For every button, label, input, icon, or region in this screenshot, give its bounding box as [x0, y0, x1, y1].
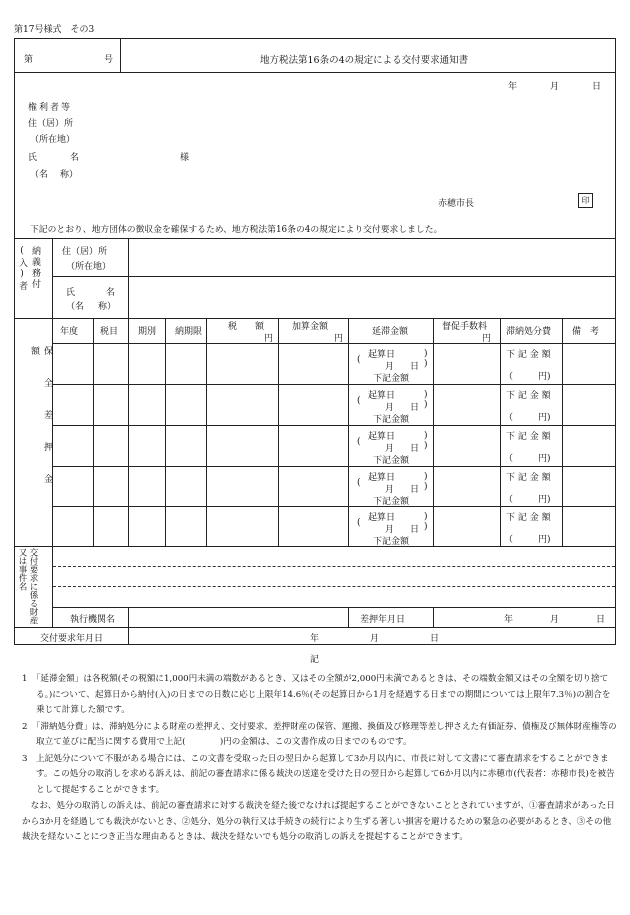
- delinquency-open-paren: (: [357, 518, 361, 528]
- request-year: 年: [310, 634, 320, 644]
- note-1: 1 「延滞金額」は各税額(その税額に1,000円未満の端数があるとき、又はその全額が2,000円未満であるときは、その端数金額又はその全額を切り捨てる。)について、起算日から納付(入)の日までの日数に応じ上限年14.6％(その起算日から1月を経過する日までの期間については上限年7.3％)の割合を乗じて計算した額です。: [22, 674, 611, 715]
- disposition-open-paren: （: [504, 495, 514, 505]
- request-day: 日: [430, 634, 440, 644]
- number-prefix: 第: [24, 55, 34, 65]
- col-tax: 税目: [100, 327, 119, 337]
- disposition-below: 下 記 金 額: [506, 473, 551, 483]
- delinquency-close-paren-2: ): [424, 522, 428, 532]
- note-2: 2 「滞納処分費」は、滞納処分による財産の差押え、交付要求、差押財産の保管、運搬、換価及び修理等差し押さえた有価証券、債権及び無体財産権等の取立て並びに配当に関する費用で上記( )円の金額は、この文書作成の日までのものです。: [22, 721, 617, 747]
- delinquency-start-label: 起算日: [368, 350, 396, 360]
- disposition-open-paren: （: [504, 535, 514, 545]
- col-year: 年度: [60, 327, 79, 337]
- disposition-yen: 円): [538, 535, 551, 545]
- date-year: 年: [508, 82, 518, 92]
- form-label: 第17号様式 その3: [14, 25, 95, 35]
- address-label: 住（居）所: [28, 119, 74, 129]
- title-label-b: 称）: [60, 170, 79, 180]
- disposition-yen: 円): [538, 495, 551, 505]
- number-suffix: 号: [104, 55, 114, 65]
- date-day: 日: [592, 82, 602, 92]
- delinquency-day: 日: [410, 444, 420, 454]
- disposition-below: 下 記 金 額: [506, 391, 551, 401]
- seizure-day: 日: [596, 615, 606, 625]
- disposition-yen: 円): [538, 372, 551, 382]
- name-label-a: 氏: [28, 153, 38, 163]
- col-period: 期別: [138, 327, 157, 337]
- document-title: 地方税法第16条の4の規定による交付要求通知書: [260, 55, 469, 66]
- disposition-below: 下 記 金 額: [506, 432, 551, 442]
- delinquency-month: 月: [385, 444, 395, 454]
- request-date-label: 交付要求年月日: [40, 634, 104, 644]
- taxpayer-location-label: （所在地）: [66, 262, 112, 272]
- delinquency-open-paren: (: [357, 355, 361, 365]
- taxpayer-title-label-a: （名: [66, 302, 85, 312]
- delinquency-start-label: 起算日: [368, 432, 396, 442]
- delinquency-month: 月: [385, 403, 395, 413]
- disposition-open-paren: （: [504, 372, 514, 382]
- delinquency-close-paren-2: ): [424, 441, 428, 451]
- delinquency-open-paren: (: [357, 437, 361, 447]
- taxpayer-name-label-b: 名: [106, 288, 116, 298]
- title-label-a: （名: [30, 170, 49, 180]
- disposition-yen: 円): [538, 454, 551, 464]
- property-side-label: 交付要求に係る財産又は事件名: [17, 548, 38, 625]
- request-month: 月: [370, 634, 380, 644]
- date-month: 月: [550, 82, 560, 92]
- col-delinquency: 延滞金額: [372, 327, 409, 337]
- delinquency-start-label: 起算日: [368, 513, 396, 523]
- delinquency-close-paren-2: ): [424, 400, 428, 410]
- delinquency-day: 日: [410, 525, 420, 535]
- disposition-open-paren: （: [504, 413, 514, 423]
- executor-label: 執行機関名: [70, 615, 116, 625]
- col-added-tax-unit: 円: [334, 334, 344, 344]
- delinquency-day: 日: [410, 485, 420, 495]
- amount-side-label: 保全差押金額: [29, 346, 52, 506]
- intro-text: 下記のとおり、地方団体の徴収金を確保するため、地方税法第16条の4の規定により交付要求しました。: [30, 225, 443, 235]
- delinquency-start-label: 起算日: [368, 473, 396, 483]
- taxpayer-name-label-a: 氏: [66, 288, 76, 298]
- location-label: （所在地）: [30, 135, 76, 145]
- right-holder-label: 権利者等: [28, 103, 73, 113]
- seal-icon: 印: [578, 193, 593, 208]
- note-4: なお、処分の取消しの訴えは、前記の審査請求に対する裁決を経た後でなければ提起することができないこととされていますが、①審査請求があった日から3か月を経過しても裁決がないとき、②処分、処分の執行又は手続きの続行により生ずる著しい損害を避けるための緊急の必要があるとき、③その他裁決を経ないことにつき正当な理由あるときは、裁決を経ないでも処分の取消しの訴えを提起することができます。: [22, 801, 615, 842]
- delinquency-below: 下記金額: [373, 415, 410, 425]
- col-disposition: 滞納処分費: [506, 327, 552, 337]
- col-due: 納期限: [175, 327, 203, 337]
- name-label-b: 名: [70, 153, 80, 163]
- col-added-tax: 加算金額: [292, 322, 329, 332]
- delinquency-day: 日: [410, 403, 420, 413]
- seizure-year: 年: [504, 615, 514, 625]
- disposition-below: 下 記 金 額: [506, 350, 551, 360]
- seizure-date-label: 差押年月日: [360, 615, 406, 625]
- honorific: 様: [180, 153, 190, 163]
- delinquency-close-paren-2: ): [424, 359, 428, 369]
- delinquency-start-label: 起算日: [368, 391, 396, 401]
- delinquency-day: 日: [410, 362, 420, 372]
- sender-name: 赤穂市長: [438, 199, 475, 209]
- col-tax-amount-unit: 円: [264, 334, 274, 344]
- note-3: 3 上記処分について不服がある場合には、この文書を受取った日の翌日から起算して3か月以内に、市長に対して文書にて審査請求をすることができます。この処分の取消しを求める訴えは、前記の審査請求に係る裁決の送達を受けた日の翌日から起算して6か月以内に赤穂市(代表者：赤穂市長)を被告として提起することができます。: [22, 753, 615, 795]
- delinquency-below: 下記金額: [373, 456, 410, 466]
- disposition-yen: 円): [538, 413, 551, 423]
- delinquency-close-paren-2: ): [424, 482, 428, 492]
- delinquency-open-paren: (: [357, 396, 361, 406]
- col-fee: 督促手数料: [442, 322, 488, 332]
- delinquency-close-paren: ): [424, 349, 428, 359]
- delinquency-below: 下記金額: [373, 537, 410, 547]
- delinquency-month: 月: [385, 485, 395, 495]
- seizure-month: 月: [550, 615, 560, 625]
- col-remarks: 備 考: [572, 327, 600, 337]
- delinquency-month: 月: [385, 525, 395, 535]
- delinquency-close-paren: ): [424, 431, 428, 441]
- delinquency-below: 下記金額: [373, 497, 410, 507]
- delinquency-close-paren: ): [424, 512, 428, 522]
- notes-list: [22, 672, 618, 846]
- taxpayer-title-label-b: 称）: [98, 302, 117, 312]
- taxpayer-address-label: 住（居）所: [62, 247, 108, 257]
- col-fee-unit: 円: [482, 334, 492, 344]
- delinquency-close-paren: ): [424, 390, 428, 400]
- delinquency-month: 月: [385, 362, 395, 372]
- disposition-below: 下 記 金 額: [506, 513, 551, 523]
- delinquency-close-paren: ): [424, 472, 428, 482]
- delinquency-open-paren: (: [357, 478, 361, 488]
- delinquency-below: 下記金額: [373, 374, 410, 384]
- taxpayer-side-label: 納義務付(入)者: [17, 246, 40, 292]
- col-tax-amount: 税 額: [228, 322, 265, 332]
- disposition-open-paren: （: [504, 454, 514, 464]
- notes-title: 記: [310, 655, 320, 665]
